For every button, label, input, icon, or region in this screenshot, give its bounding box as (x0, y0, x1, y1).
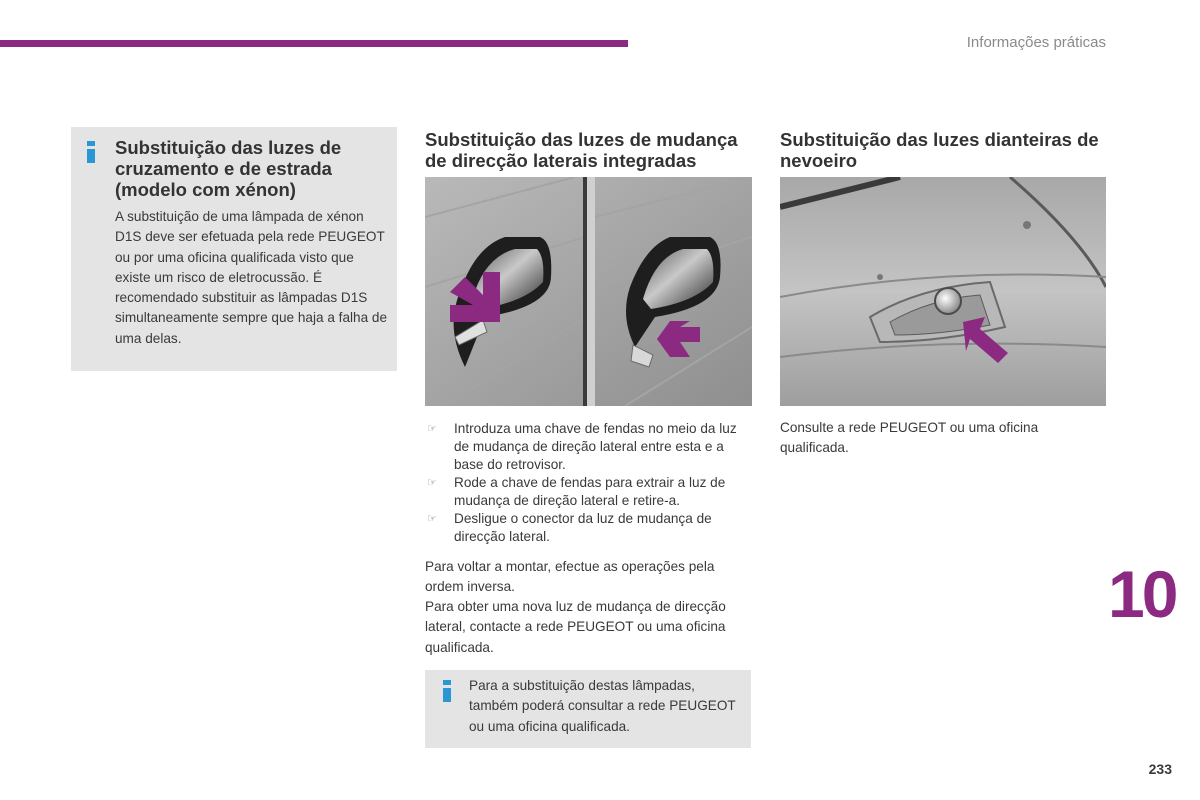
new-part-paragraph: Para obter uma nova luz de mudança de direcção lateral, contacte a rede PEUGEOT ou uma oficina qualificada. (425, 599, 726, 655)
xenon-info-title: Substituição das luzes de cruzamento e de estrada (modelo com xénon) (115, 137, 342, 200)
pointing-hand-icon: ☞ (427, 513, 437, 525)
info-icon (443, 680, 453, 702)
page-number: 233 (1148, 761, 1172, 777)
side-indicator-heading: Substituição das luzes de mudança de direcção laterais integradas (425, 129, 738, 171)
pointing-hand-icon: ☞ (427, 477, 437, 489)
chapter-number: 10 (1108, 557, 1176, 631)
list-item: ☞ Rode a chave de fendas para extrair a luz de mudança de direção lateral e retire-a. (427, 475, 726, 508)
fog-light-paragraph: Consulte a rede PEUGEOT ou uma oficina qualificada. (780, 420, 1039, 456)
mirror-indicator-photo (425, 177, 752, 406)
header-accent-bar (0, 40, 628, 47)
info-icon (87, 141, 97, 165)
refit-paragraph: Para voltar a montar, efectue as operações pela ordem inversa. (425, 559, 715, 595)
list-item: ☞ Desligue o conector da luz de mudança de direcção lateral. (427, 511, 712, 544)
fog-light-photo (780, 177, 1106, 406)
section-title: Informações práticas (966, 34, 1106, 51)
xenon-info-box (71, 127, 397, 371)
pointing-hand-icon: ☞ (427, 423, 437, 435)
fog-light-heading: Substituição das luzes dianteiras de nevoeiro (780, 129, 1099, 171)
dealer-info-text: Para a substituição destas lâmpadas, também poderá consultar a rede PEUGEOT ou uma oficina qualificada. (469, 678, 736, 734)
removal-steps-list (425, 420, 755, 546)
list-item: ☞ Introduza uma chave de fendas no meio da luz de mudança de direção lateral entre esta e a base do retrovisor. (427, 421, 737, 472)
xenon-info-body: A substituição de uma lâmpada de xénon D1S deve ser efetuada pela rede PEUGEOT ou por uma oficina qualificada visto que existe um risco de eletrocussão. É recomendado substituir as lâmpadas D1S simultaneamente sempre que haja a falha de uma delas. (115, 209, 388, 346)
dealer-info-box (425, 670, 751, 748)
